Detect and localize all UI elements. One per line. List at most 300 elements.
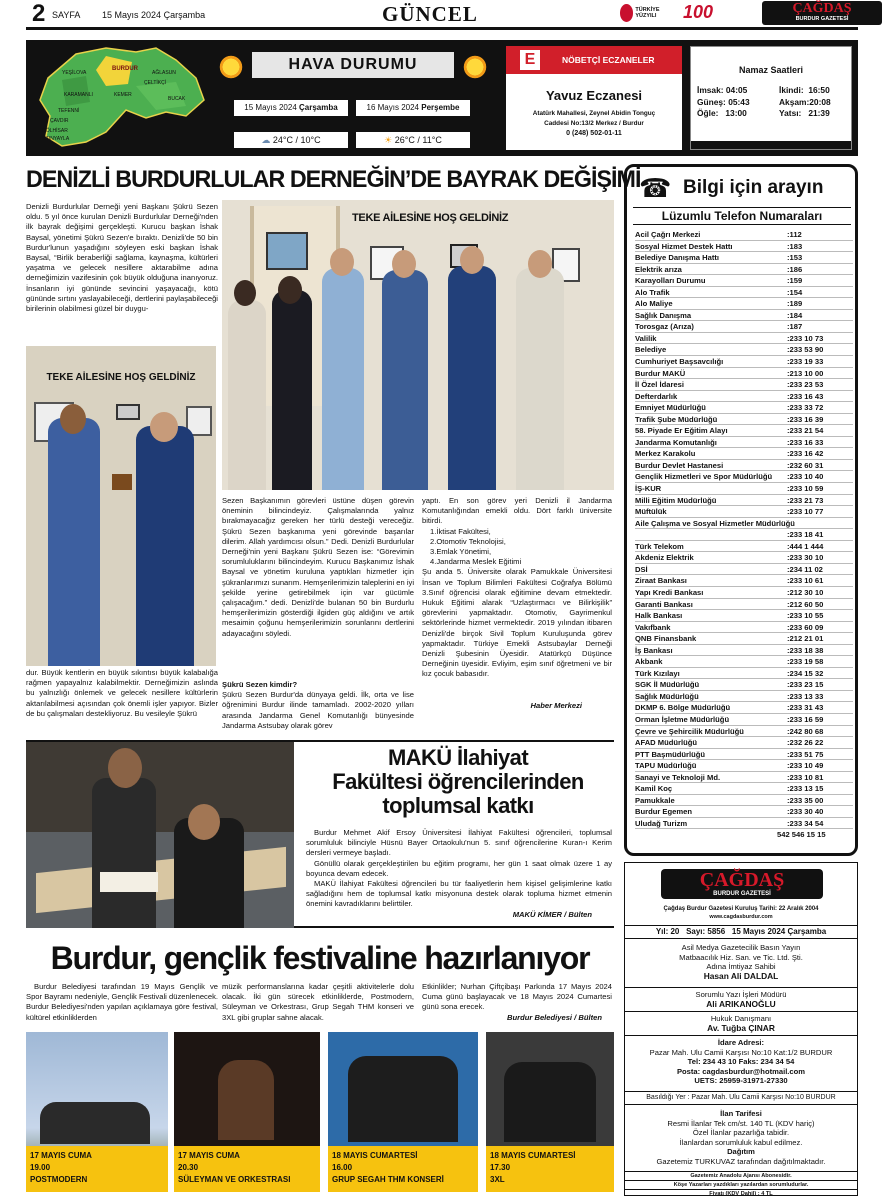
phone-row-label: Merkez Karakolu [635,449,696,459]
imprint-admin-1: Pazar Mah. Ulu Camii Karşısı No:10 Kat:1/2 BURDUR [649,1047,833,1057]
page-label: SAYFA [52,10,81,20]
article1-col1b: dur. Büyük kentlerin en büyük sıkıntısı büyük kalabalığa rağmen yapayalnız kalabilmektir. Derneğimizin aslında bu yalnızlığı önlemek ve gelecek nesillere kültürlerin aktarılabilmesi açısından çok önemli işler yapıyor. Bizler de bu çalışmaları destekliyoruz. Bu vesileyle Şükrü [26,668,218,718]
phone-row [635,599,853,611]
day2-date [356,100,470,116]
poster-1 [26,1032,168,1192]
phone-title-2: Lüzumlu Telefon Numaraları [633,207,851,225]
gunes-time: 05:43 [728,96,750,107]
phone-row [635,518,853,530]
phone-row-label: Elektrik arıza [635,264,682,274]
aksam-label: Akşam: [779,96,810,107]
poster-4-date: 18 MAYIS CUMARTESİ [490,1151,576,1160]
phone-row-number: :233 35 00 [787,795,824,805]
header-date [102,10,205,20]
phone-row-label: Akbank [635,657,663,667]
ogle-time: 13:00 [725,108,747,118]
poster-3-name: GRUP SEGAH THM KONSERİ [332,1175,444,1184]
imprint-web: www.cagdasburdur.com [709,914,773,920]
phone-row-label: Sanayi ve Teknoloji Md. [635,772,721,782]
map-label-aglasun: AĞLASUN [152,70,176,76]
phone-row-label: SGK İl Müdürlüğü [635,680,700,690]
article1-col2-text: Sezen Başkanımın görevleri üstüne düşen görevin öneminin bilincindeyiz. Çalışmalarında yalnız bırakmayacağız gereken her türlü desteği vereceğiz. Şükrü Sezen başkanıma yeni görevinde başarılar dilerim. Allah yardımcısı olsun.” Dedi. Denizli Burdurlular Derneği'nin yeni Başkanı Şükrü Sezen ise: “Görevimin sorumluluklarını bilincindeyim. Kurucu Başkanımız İshak Baysal ve yönetim kuruluna yaptıkları hizmetler için şükranlarımızı sunarım. Hemşerilerimizin taleplerini en iyi şekilde yerine getirebilmek için var gücümle çalışacağım.” dedi. Denizli'de bulanan 50 bin Burdurlu hemşerilerimizin gösterdiği ilgiden güç aldığını ve artık mesaimin çoğunu hemşerilerimizin sorunlarını dertlerini adayacağını söyledi. [222,496,414,638]
poster-1-time: 19.00 [30,1163,51,1172]
phone-row [635,749,853,761]
phone-row-label: İl Özel İdaresi [635,380,684,390]
phone-row-label: Sosyal Hizmet Destek Hattı [635,241,733,251]
gunes-label: Güneş: [697,96,726,107]
imprint-editor-label: Sorumlu Yazı İşleri Müdürü [695,990,787,999]
phone-row [635,414,853,426]
phone-row-label: İŞ-KUR [635,484,662,494]
phone-row-number: :233 30 40 [787,807,824,817]
imprint-legal-name: Av. Tuğba ÇINAR [707,1022,775,1033]
poster-1-date: 17 MAYIS CUMA [30,1151,92,1160]
map-label-yesilova: YEŞİLOVA [62,70,87,76]
photo-sign-large: TEKE AİLESİNE HOŞ GELDİNİZ [352,212,509,224]
map-label-altinyayla: ALTINYAYLA [40,136,70,142]
aksam-time: 20:08 [809,96,831,107]
phone-row-label: Burdur Devlet Hastanesi [635,460,724,470]
phone-row [635,425,853,437]
imprint-note-1: Gazetemiz Anadolu Ajansı Abonesidir. [690,1173,792,1179]
sun-icon [218,54,244,80]
phone-row [635,795,853,807]
phone-row-number: :212 30 10 [787,587,824,597]
day2-temp [356,132,470,148]
map-label-tefenni: TEFENNİ [58,108,80,114]
imprint-box [624,862,858,1196]
phone-row-label: Milli Eğitim Müdürlüğü [635,495,717,505]
logo3-text: ÇAĞDAŞ [792,1,852,16]
prayer-times-left [697,85,750,120]
article2-headline-line2: Fakültesi öğrencilerinden [332,769,584,794]
imprint-dist: Gazetemiz TURKUVAZ tarafından dağıtılmaktadır. [656,1156,826,1166]
phone-row-number: :234 15 32 [787,668,824,678]
ikindi-row [779,85,831,97]
article1-list-3: 3.Emlak Yönetimi, [430,547,492,557]
phone-row-number: :233 51 75 [787,749,824,759]
phone-row [635,437,853,449]
phone-row [635,610,853,622]
phone-row-label: Gençlik Hizmetleri ve Spor Müdürlüğü [635,472,773,482]
poster-2-time: 20.30 [178,1163,199,1172]
imprint-ads-3: İlanlardan sorumluluk kabul edilmez. [679,1137,803,1147]
imprint-owner [625,943,857,981]
pharmacy-address-2: Caddesi No:13/2 Merkez / Burdur [544,120,644,127]
photo-sign-small: TEKE AİLESİNE HOŞ GELDİNİZ [46,372,196,383]
phone-row-label: Orman İşletme Müdürlüğü [635,714,730,724]
phone-row-label: Alo Maliye [635,299,673,309]
phone-row [635,448,853,460]
poster-1-name: POSTMODERN [30,1175,88,1184]
phone-row-label: Kamil Koç [635,784,673,794]
phone-row [635,321,853,333]
phone-row-number: :233 33 72 [787,403,824,413]
article3-col3-text: Etkinlikler; Nurhan Çiftçibaşı Parkında 17 Mayıs 2024 Cuma günü başlayacak ve 18 Mayıs 2024 Cumartesi günü sona erecek. [422,982,612,1012]
phone-row [635,379,853,391]
logo2-text: 100 [683,2,714,22]
phone-row [635,275,853,287]
imprint-year: Yıl: 20 [655,927,680,936]
article1-col3b: Şu anda 5. Üniversite olarak Pamukkale Üniversitesi İnsan ve Toplum Bilimleri Fakültesi Coğrafya Bölümü 3.Sınıf öğrencisi olarak eğitimine devam etmektedir. Hukuk Eğitimi alarak “Uzlaştırmacı ve Bilirkişilik” görevlerini yapmaktadır. Otomotiv, Gayrimenkul sektörlerinde hizmet vermektedir. 2019 yılından itibaren Denizli'de birçok Sivil Toplum Kuruluşunda görev yapmaktadır. Türkiye Emekli Astsubaylar Derneği Denizli Şubesinin Üyesidir. Atatürkçü Düşünce Derneğinin üyesidir. Evliyim, eşim sınıf öğretmeni ve bir kız çocuk babasıdır. [422,567,612,679]
imsak-row [697,85,750,97]
phone-row-number: :233 53 90 [787,345,824,355]
day2-date-text: 16 Mayıs 2024 [366,103,419,112]
ikindi-label: İkindi: [779,85,804,95]
map-label-karamanli: KARAMANLI [64,92,93,98]
phone-row [635,287,853,299]
prayer-title: Namaz Saatleri [738,65,804,75]
phone-row-number: :183 [787,241,803,251]
phone-row-number: :233 60 09 [787,622,824,632]
yatsi-row [779,108,831,120]
phone-row [635,622,853,634]
ogle-row [697,108,750,120]
phone-row [635,575,853,587]
phone-row-number: :233 21 73 [787,495,824,505]
phone-row-number: :154 [787,287,803,297]
imprint-legal [625,1011,857,1033]
poster-4-label [486,1146,614,1192]
phone-row [635,772,853,784]
phone-row-label: Karayolları Durumu [635,276,706,286]
imprint-logo-sub: BURDUR GAZETESİ [713,891,771,897]
prayer-times-right [779,85,831,120]
pharmacy-address-1: Atatürk Mahallesi, Zeynel Abidin Tonguç [532,110,656,117]
cagdas-logo [762,1,882,25]
day1-temp [234,132,348,148]
prayer-panel [690,46,852,150]
phone-row-label: 58. Piyade Er Eğitim Alayı [635,426,728,436]
phone-row-label: DKMP 6. Bölge Müdürlüğü [635,703,731,713]
poster-3-date: 18 MAYIS CUMARTESİ [332,1151,418,1160]
phone-row-number: :232 26 22 [787,738,824,748]
map-label-cavdir: ÇAVDIR [50,118,69,124]
imprint-founded: Çağdaş Burdur Gazetesi Kuruluş Tarihi: 22 Aralık 2004 [663,906,819,912]
imprint-legal-label: Hukuk Danışmanı [710,1014,772,1023]
phone-row-number: :233 10 49 [787,761,824,771]
logo1-text: TÜRKİYE YÜZYILI [635,7,660,19]
imprint-owner-1: Asil Medya Gazetecilik Basın Yayın [681,943,801,952]
phone-row-number: :233 10 73 [787,333,824,343]
imprint-logo-text: ÇAĞDAŞ [699,869,785,891]
burdur-map [36,46,206,150]
phone-row [635,691,853,703]
poster-4-time: 17.30 [490,1163,511,1172]
poster-4-name: 3XL [490,1175,505,1184]
phone-row-number: :233 18 41 [787,530,824,540]
poster-2-label [174,1146,320,1192]
phone-row-number: :233 30 10 [787,553,824,563]
article3-credit: Burdur Belediyesi / Bülten [507,1012,602,1022]
phone-row [635,368,853,380]
day1-date [234,100,348,116]
phone-row [635,483,853,495]
phone-row-label: Burdur Egemen [635,807,692,817]
phone-row [635,229,853,241]
sun-icon-2 [462,54,488,80]
phone-row-number: :233 16 59 [787,714,824,724]
phone-row [635,818,853,830]
phone-row-label: AFAD Müdürlüğü [635,738,698,748]
phone-row-label: Trafik Şube Müdürlüğü [635,414,718,424]
phone-row-label: Pamukkale [635,795,675,805]
poster-3 [328,1032,478,1192]
phone-row [635,264,853,276]
phone-row [635,564,853,576]
imsak-label: İmsak: [697,85,724,95]
phone-row-number: :233 10 40 [787,472,824,482]
phone-row-label: Halk Bankası [635,611,683,621]
aksam-row [779,97,831,109]
article1-col1: Denizli Burdurlular Derneği yeni Başkanı Şükrü Sezen oldu. 5 yıl önce kurulan Denizli Burdurlular Derneği'nden ilk bayrak değişimi gerçekleşti. Kurucu başkan İshak Baysal, yönetimi Şükrü Sezen'e bıraktı. Denizli'de 50 bin Burdur'lunun yaşadığını söyleyen eski başkan İshak Baysal, “Birlik beraberliği sağlama, kaynaşma, kültürleri yaşatma ve gelecek nesillere aktarabilme adına derneğimizin vazifesinin çok büyük olduğuna inanıyoruz. İnsanların iyi gününde sevincini yaşayacağı, kötü gününde sırtını yaslayabileceği, dertlerini paylaşabileceği birilerinin olabilmesi güzel bir duygu- [26,202,218,314]
article3-col2: müzik performanslarına kadar çeşitli aktivitelerle dolu olacak. İki gün sürecek etkinliklerde, Postmodern, Süleyman ve Orkestrası, Grup Segah THM konseri ve 3XL gibi gruplar sahne alacak. [222,982,414,1022]
imprint-date: 15 Mayıs 2024 Çarşamba [731,927,827,936]
header-day: 15 [102,10,113,20]
phone-row-number: :233 23 53 [787,380,824,390]
imprint-admin-4: UETS: 25959-31971-27330 [694,1076,788,1086]
phone-row [635,460,853,472]
article2-body-1: Burdur Mehmet Akif Ersoy Üniversitesi İlahiyat Fakültesi öğrencileri, toplumsal sorumluluk bilinciyle Hüsnü Bayer Ortaokulu'nun 5. sınıf öğrencilerine Kuran-ı Kerim dersleri vermeye başladı. [306,828,612,858]
day1-weekday: Çarşamba [299,103,338,112]
phone-row-label: Belediye Danışma Hattı [635,253,719,263]
phone-row-label: Vakıfbank [635,622,671,632]
article2-credit: MAKÜ KİMER / Bülten [512,909,592,919]
phone-row [635,783,853,795]
poster-1-label [26,1146,168,1192]
ogle-label: Öğle: [697,108,719,118]
gunes-row [697,97,750,109]
article1-list-4: 4.Jandarma Meslek Eğitimi [430,557,522,567]
article2-box [26,740,614,928]
phone-row [635,726,853,738]
phone-row-label: Cumhuriyet Başsavcılığı [635,357,724,367]
poster-2-date: 17 MAYIS CUMA [178,1151,240,1160]
page-header [26,0,858,30]
phone-row-number: :233 23 15 [787,680,824,690]
phone-row-number: :213 10 00 [787,368,824,378]
article1-list-1: 1.İktisat Fakültesi, [430,526,491,536]
phone-row-label: İş Bankası [635,645,673,655]
phone-row-label: Çevre ve Şehircilik Müdürlüğü [635,726,744,736]
phone-row [635,760,853,772]
phone-row [635,645,853,657]
map-label-burdur: BURDUR [112,66,138,72]
mosque-silhouette [691,127,851,149]
phone-row [635,529,853,541]
article1-credit: Haber Merkezi [530,701,582,711]
phone-row-number: :232 60 31 [787,460,824,470]
imprint-admin [625,1035,857,1086]
phone-row-label: Torosgaz (Arıza) [635,322,694,332]
phone-row [635,668,853,680]
phone-row-label: PTT Başmüdürlüğü [635,749,706,759]
phone-row-number: :233 16 42 [787,449,824,459]
phone-row-label: DSİ [635,564,648,574]
article1-photo-small [26,346,216,666]
phone-row-number: :233 16 43 [787,391,824,401]
festival-posters [26,1032,614,1192]
phone-row-label: Akdeniz Elektrik [635,553,694,563]
phone-row [635,310,853,322]
phone-row-number: 542 546 15 15 [777,830,826,840]
phone-row-number: :187 [787,322,803,332]
phone-row-label: Ziraat Bankası [635,576,687,586]
phone-row-label: Acil Çağrı Merkezi [635,230,701,239]
phone-row-number: :444 1 444 [787,541,824,551]
phone-row-number: :233 16 39 [787,414,824,424]
phone-row [635,587,853,599]
phone-row [635,344,853,356]
article1-col3a: yaptı. En son görev yeri Denizli il Jandarma Komutanlığından emekli oldu. Dört farklı üniversite bitirdi. [422,496,612,526]
phone-row [635,402,853,414]
pharmacy-panel [506,46,682,150]
phone-row-label: Türk Kızılayı [635,668,680,678]
centenary-logo [683,2,729,24]
map-label-celtikci: ÇELTİKÇİ [144,80,167,86]
day2-weekday: Perşembe [421,103,460,112]
phone-row-label: Müftülük [635,507,667,517]
poster-3-label [328,1146,478,1192]
article2-body-2: Gönüllü olarak gerçekleştirilen bu eğitim programı, her gün 1 saat olmak üzere 1 ay boyunca devam edecek. [306,858,612,878]
day1-date-text: 15 Mayıs 2024 [244,103,297,112]
phone-row-label: Burdur MAKÜ [635,368,686,378]
phone-row-number: :242 80 68 [787,726,824,736]
phone-row [635,495,853,507]
phone-row-number: :233 13 33 [787,691,824,701]
imprint-ads-label: İlan Tarifesi [720,1109,762,1118]
phone-row-label: TAPU Müdürlüğü [635,761,697,771]
map-label-golhisar: GÖLHİSAR [42,128,68,134]
pharmacy-header [506,46,682,74]
phone-row [635,714,853,726]
phone-row-number: :233 10 61 [787,576,824,586]
article1-subhead: Şükrü Sezen kimdir? [222,680,298,689]
phone-row-label: Aile Çalışma ve Sosyal Hizmetler Müdürlüğü [635,518,795,528]
phone-row [635,552,853,564]
phone-row [635,298,853,310]
phone-row-label: Alo Trafik [635,287,670,297]
phone-row-number: :233 21 54 [787,426,824,436]
article1-photo-large [222,200,614,490]
phone-row [635,471,853,483]
phone-row-number: :234 11 02 [787,564,823,574]
map-label-bucak: BUCAK [168,96,186,102]
article3-headline: Burdur, gençlik festivaline hazırlanıyor [50,940,590,976]
header-month: Mayıs 2024 [114,10,162,20]
article2-headline-line3: toplumsal katkı [382,793,534,818]
map-label-kemer: KEMER [114,92,132,98]
imprint-issue [625,925,857,939]
page-number: 2 [32,0,46,27]
imprint-owner-name: Hasan Ali DALDAL [703,970,779,981]
phone-row [635,252,853,264]
pharmacy-e-icon: E [520,50,540,70]
yatsi-time: 21:39 [808,108,830,118]
phone-row [635,541,853,553]
imprint-note-2: Köşe Yazarları yazdıkları yazılardan sorumludurlar. [625,1180,857,1189]
imprint-admin-3: Posta: cagdasburdur@hotmail.com [676,1066,806,1076]
phone-row [635,633,853,645]
ikindi-time: 16:50 [808,85,830,95]
imprint-issue-no: Sayı: 5856 [686,927,726,936]
imprint-editor-name: Ali ARIKANOĞLU [706,998,776,1009]
phone-row-label: Belediye [635,345,667,355]
rain-cloud-icon: ☁ [261,135,271,145]
phone-icon: ☎ [639,173,672,203]
logo3-sub: BURDUR GAZETESİ [795,16,849,22]
phone-box [624,164,858,856]
article2-headline [302,746,614,818]
phone-row-label: Türk Telekom [635,541,684,551]
phone-row-number: :233 19 58 [787,657,824,667]
phone-row-label: Valilik [635,333,657,343]
phone-row [635,356,853,368]
poster-2-name: SÜLEYMAN VE ORKESTRASI [178,1175,291,1184]
phone-row-number: :233 10 55 [787,611,824,621]
phone-rows [635,229,853,841]
top-info-bar [26,40,858,156]
phone-row-number: :112 [787,230,802,239]
imprint-notes [625,1171,857,1198]
article1-col2b: Şükrü Sezen Burdur'da dünyaya geldi. İlk, orta ve lise öğrenimini Burdur ilinde tamamladı. 2002-2020 yılları arasında Jandarma Genel Komutanlığı bünyesinde Jandarma Astsubay olarak görev [222,690,414,730]
day1-temp-text: 24°C / 10°C [272,135,321,145]
imprint-editor [625,987,857,1009]
phone-row-number: :159 [787,276,803,286]
phone-row-number: :233 13 15 [787,784,824,794]
phone-row-label: QNB Finansbank [635,634,697,644]
phone-row [635,679,853,691]
imprint-ads-2: Özel İlanlar pazarlığa tabidir. [692,1128,790,1138]
phone-row-number: :233 18 38 [787,645,824,655]
phone-row-label: Defterdarlık [635,391,678,401]
imprint-owner-3: Adına İmtiyaz Sahibi [706,962,776,972]
pharmacy-phone: 0 (248) 502-01-11 [566,130,622,137]
phone-row-label: Emniyet Müdürlüğü [635,403,706,413]
phone-row-number: :212 60 50 [787,599,824,609]
article1-col3 [422,496,612,712]
phone-row-number: :233 34 54 [787,818,824,828]
imprint-owner-2: Matbaacılık Hiz. San. ve Tic. Ltd. Şti. [679,952,803,962]
phone-row-number: :233 10 77 [787,507,824,517]
article3-col1: Burdur Belediyesi tarafından 19 Mayıs Gençlik ve Spor Bayramı nedeniyle, Gençlik Festivali düzenlenecek. Burdur Belediyesi'nden yapılan açıklamaya göre festival, kültürel etkinliklerden [26,982,218,1022]
imprint-ads-1: Resmi İlanlar Tek cm/st. 140 TL (KDV hariç) [667,1118,815,1128]
poster-2 [174,1032,320,1192]
phone-row [635,829,853,841]
article3-col3 [422,982,612,1023]
article2-body-3: MAKÜ İlahiyat Fakültesi öğrencileri bu tür faaliyetlerin hem kişisel gelişimlerine katkı sağladığını hem de toplumsal katkı misyonuna destek olarak topluma hizmet etmenin önemini kavradıklarını belirttiler. [306,879,612,909]
phone-row-label: Yapı Kredi Bankası [635,587,704,597]
phone-row-number: :189 [787,299,803,309]
poster-3-time: 16.00 [332,1163,353,1172]
imprint-price: Fiyatı (KDV Dahil) : 4 TL [625,1189,857,1198]
partly-cloudy-icon: ☀ [384,135,393,145]
imprint-dist-label: Dağıtım [727,1147,755,1157]
imprint-admin-2: Tel: 234 43 10 Faks: 234 34 54 [687,1057,795,1067]
imprint-ads [625,1109,857,1167]
phone-row-label: Jandarma Komutanlığı [635,437,717,447]
phone-row-label: Garanti Bankası [635,599,693,609]
phone-row [635,737,853,749]
article2-body [306,828,612,920]
pharmacy-title: NÖBETÇİ ECZANELER [562,55,655,65]
phone-row-number: :233 10 59 [787,484,824,494]
phone-row [635,702,853,714]
phone-row-number: :184 [787,310,803,320]
yatsi-label: Yatsı: [779,108,802,118]
section-title: GÜNCEL [382,2,478,26]
pharmacy-name: Yavuz Eczanesi [545,88,643,103]
